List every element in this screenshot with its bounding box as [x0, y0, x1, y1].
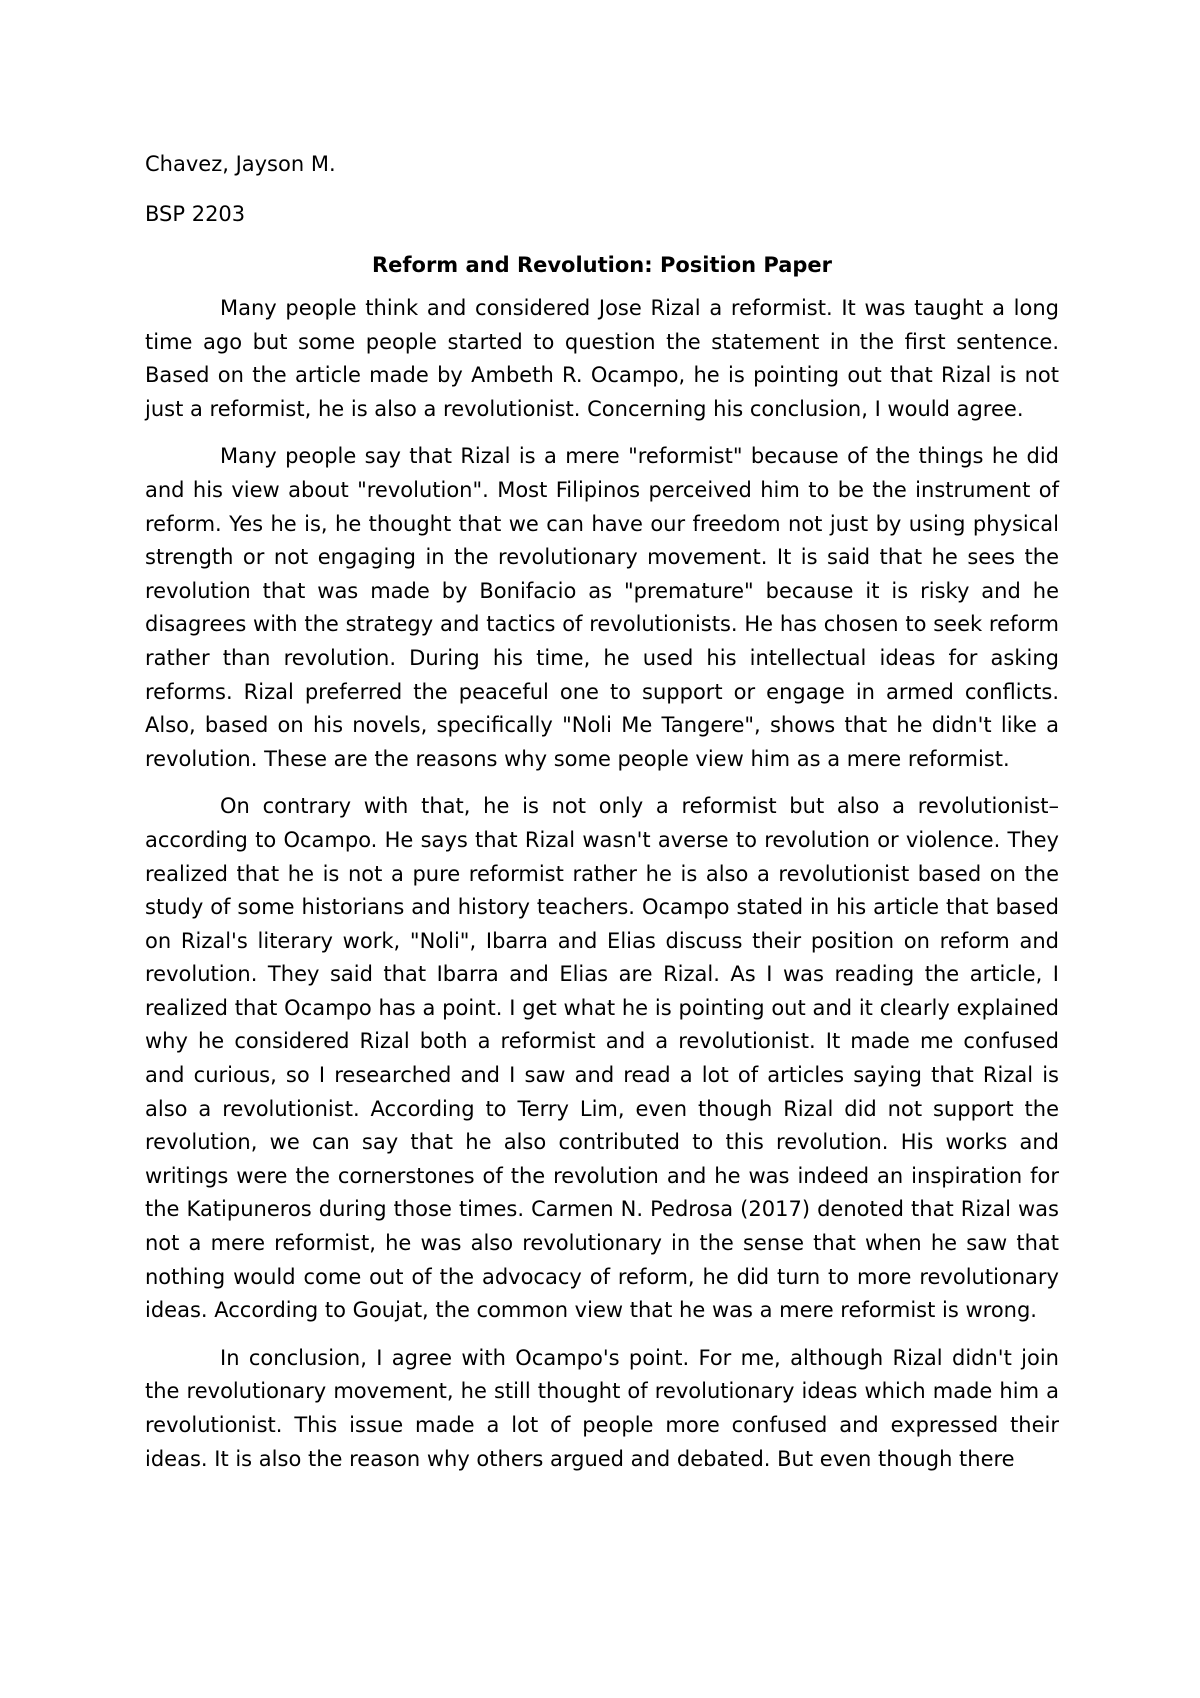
paragraph-reformist-view: Many people say that Rizal is a mere "reformist" because of the things he did and his view about "revolution". Most Filipinos perceived him to be the instrument of reform. Yes he is, he thought that we can have our freedom not just by using physical strength or not engaging in the revolutionary movement. It is said that he sees the revolution that was made by Bonifacio as "premature" because it is risky and he disagrees with the strategy and tactics of revolutionists. He has chosen to seek reform rather than revolution. During his time, he used his intellectual ideas for asking reforms. Rizal preferred the peaceful one to support or engage in armed conflicts. Also, based on his novels, specifically "Noli Me Tangere", shows that he didn't like a revolution. These are the reasons why some people view him as a mere reformist.: [145, 444, 1059, 771]
paragraph-introduction: Many people think and considered Jose Rizal a reformist. It was taught a long time ago but some people started to question the statement in the first sentence. Based on the article made by Ambeth R. Ocampo, he is pointing out that Rizal is not just a reformist, he is also a revolutionist. Concerning his conclusion, I would agree.: [145, 296, 1059, 421]
paragraph-conclusion: In conclusion, I agree with Ocampo's point. For me, although Rizal didn't join the revolutionary movement, he still thought of revolutionary ideas which made him a revolutionist. This issue made a lot of people more confused and expressed their ideas. It is also the reason why others argued and debated. But even though there: [145, 1345, 1059, 1471]
paragraph-revolutionist-view: On contrary with that, he is not only a reformist but also a revolutionist– according to Ocampo. He says that Rizal wasn't averse to revolution or violence. They realized that he is not a pure reformist rather he is also a revolutionist based on the study of some historians and history teachers. Ocampo stated in his article that based on Rizal's literary work, "Noli", Ibarra and Elias discuss their position on reform and revolution. They said that Ibarra and Elias are Rizal. As I was reading the article, I realized that Ocampo has a point. I get what he is pointing out and it clearly explained why he considered Rizal both a reformist and a revolutionist. It made me confused and curious, so I researched and I saw and read a lot of articles saying that Rizal is also a revolutionist. According to Terry Lim, even though Rizal did not support the revolution, we can say that he also contributed to this revolution. His works and writings were the cornerstones of the revolution and he was indeed an inspiration for the Katipuneros during those times. Carmen N. Pedrosa (2017) denoted that Rizal was not a mere reformist, he was also revolutionary in the sense that when he saw that nothing would come out of the advocacy of reform, he did turn to more revolutionary ideas. According to Goujat, the common view that he was a mere reformist is wrong.: [145, 794, 1059, 1323]
course-section: BSP 2203: [145, 202, 246, 226]
document-body: [145, 292, 1059, 1490]
document-title: Reform and Revolution: Position Paper: [371, 253, 833, 277]
author-name: Chavez, Jayson M.: [145, 152, 336, 176]
